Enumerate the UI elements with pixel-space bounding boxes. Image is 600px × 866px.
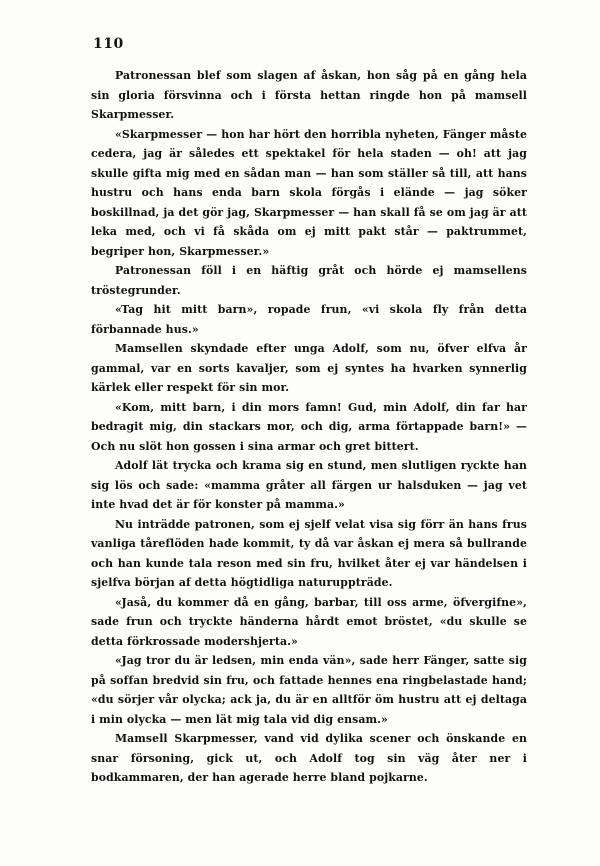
paragraph: Adolf lät trycka och krama sig en stund, men slutligen ryckte han sig lös och sade: «mamma gråter all färgen ur halsduken — jag vet inte hvad det är för konster på mamma.»	[91, 459, 527, 511]
paragraph: «Kom, mitt barn, i din mors famn! Gud, min Adolf, din far har bedragit mig, din stackars mor, och dig, arma förtappade barn!» — Och nu slöt hon gossen i sina armar och gret bittert.	[91, 400, 527, 453]
paragraph: Mamsellen skyndade efter unga Adolf, som nu, öfver elfva år gammal, var en sorts kavaljer, som ej syntes ha hvarken synnerlig kärlek eller respekt för sin mor.	[91, 342, 527, 394]
paragraph: «Skarpmesser — hon har hört den horribla nyheten, Fänger måste cedera, jag är således ett spektakel för hela staden — oh! att jag skulle gifta mig med en sådan man — han som ställer så till, att hans hustru och hans enda barn skola förgås i elände — jag söker boskillnad, ja det gör jag, Skarpmesser — han skall få se om jag är att leka med, och vi få skåda om ej mitt pakt står — paktrummet, begriper hon, Skarpmesser.»	[91, 127, 527, 258]
paragraph: Mamsell Skarpmesser, vand vid dylika scener och önskande en snar försoning, gick ut, och Adolf tog sin väg åter ner i bodkammaren, der han agerade herre bland pojkarne.	[91, 732, 527, 784]
page-number: 110	[93, 36, 124, 52]
paragraph: Nu inträdde patronen, som ej sjelf velat visa sig förr än hans frus vanliga tåreflöden hade kommit, ty då var åskan ej mera så bullrande och han kunde tala reson med sin fru, hvilket åter ej var händelsen i sjelfva början af detta högtidliga naturuppträde.	[91, 517, 527, 589]
body-text	[91, 66, 527, 788]
paragraph: «Jag tror du är ledsen, min enda vän», sade herr Fänger, satte sig på soffan bredvid sin fru, och fattade hennes ena ringbelastade hand; «du sörjer vår olycka; ack ja, du är en alltför öm hustru att ej deltaga i min olycka — men lät mig tala vid dig ensam.»	[91, 654, 527, 726]
paragraph: Patronessan blef som slagen af åskan, hon såg på en gång hela sin gloria försvinna och i första hettan ringde hon på mamsell Skarpmesser.	[91, 69, 527, 121]
paragraph: «Tag hit mitt barn», ropade frun, «vi skola fly från detta förbannade hus.»	[91, 303, 527, 336]
paragraph: «Jaså, du kommer då en gång, barbar, till oss arme, öfvergifne», sade frun och tryckte händerna hårdt emot bröstet, «du skulle se detta förkrossade modershjerta.»	[91, 595, 527, 648]
paragraph: Patronessan föll i en häftig gråt och hörde ej mamsellens tröstegrunder.	[91, 264, 527, 297]
